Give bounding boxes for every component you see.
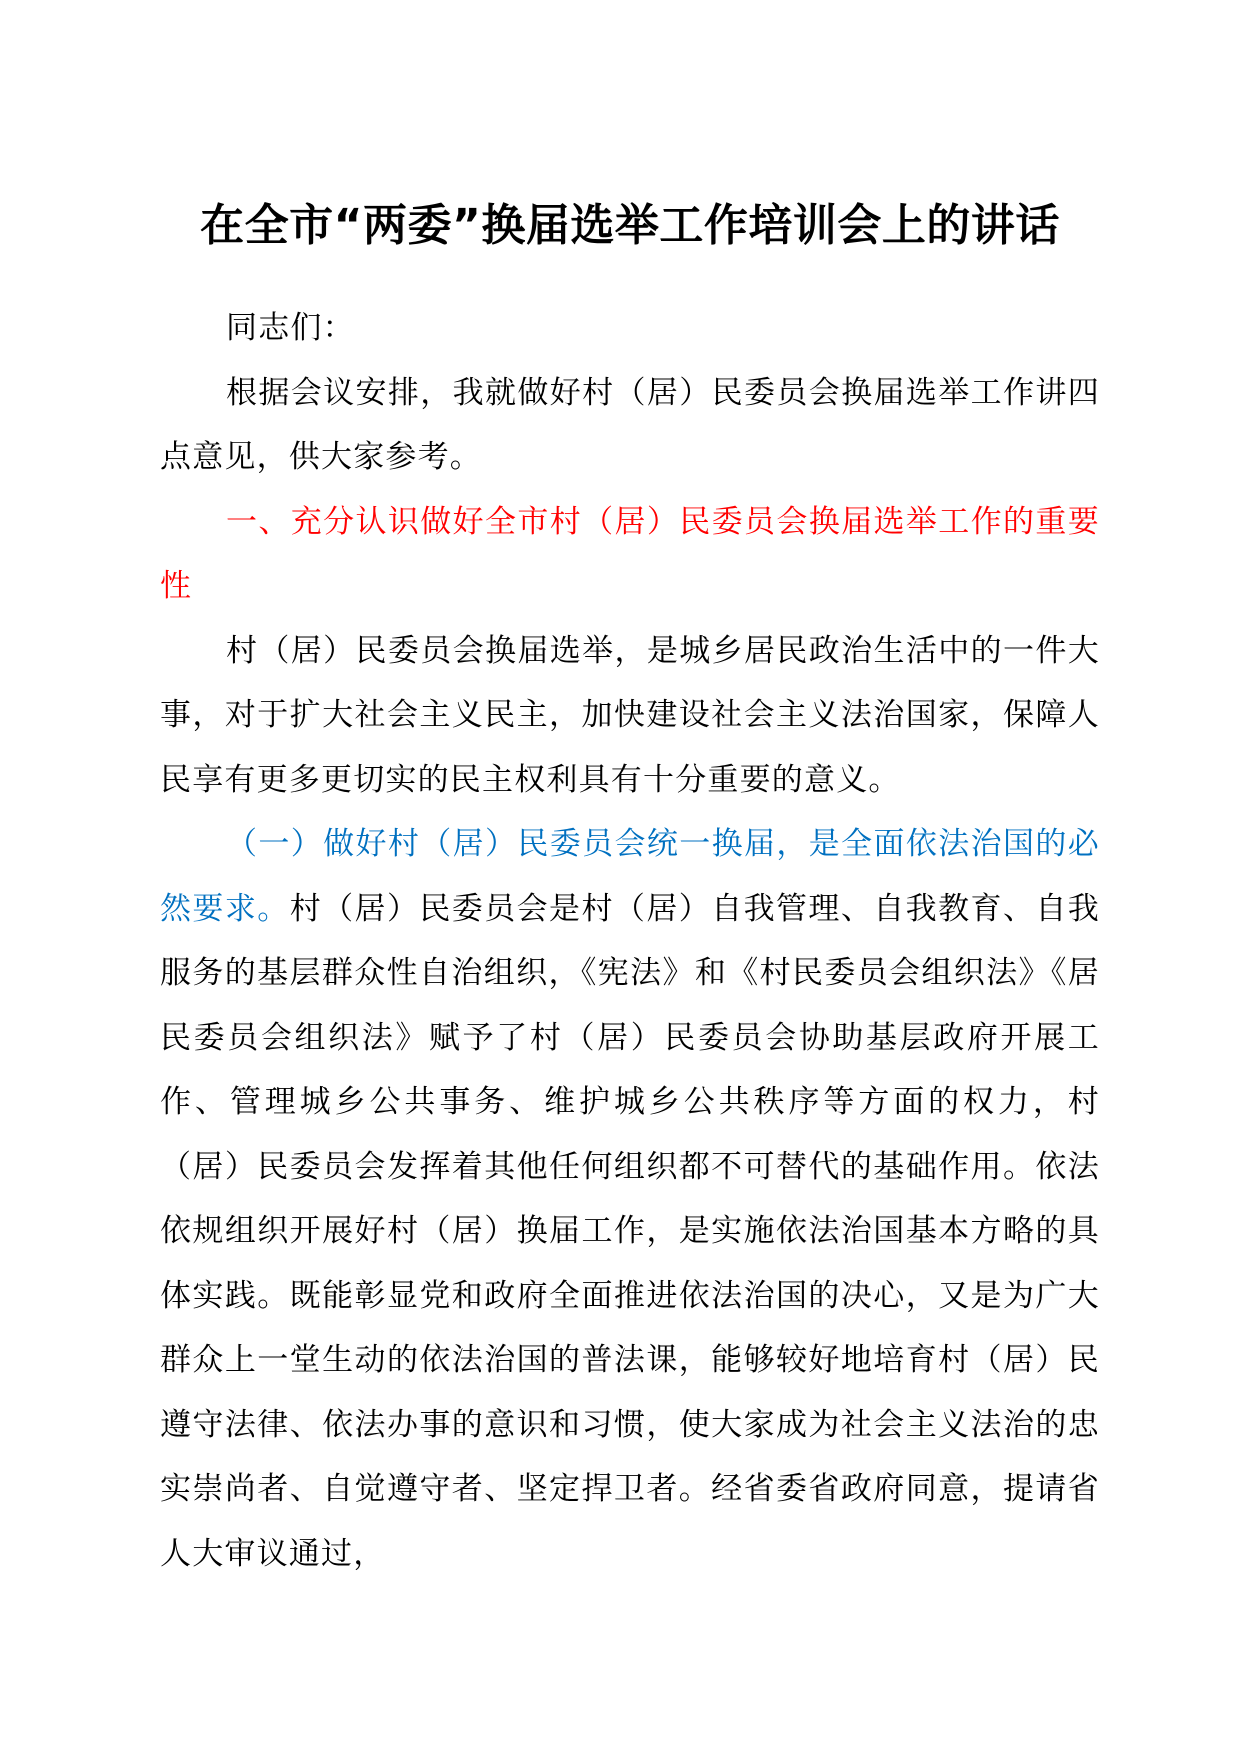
subsection-1-paragraph — [160, 812, 1100, 1586]
document-title: 在全市“两委”换届选举工作培训会上的讲话 — [200, 200, 1060, 251]
intro-paragraph: 根据会议安排，我就做好村（居）民委员会换届选举工作讲四点意见，供大家参考。 — [160, 374, 1100, 475]
document-body — [160, 296, 1100, 1586]
subsection-1-body: 村（居）民委员会是村（居）自我管理、自我教育、自我服务的基层群众性自治组织，《宪法》和《村民委员会组织法》《居民委员会组织法》赋予了村（居）民委员会协助基层政府开展工作、管理城乡公共事务、维护城乡公共秩序等方面的权力，村（居）民委员会发挥着其他任何组织都不可替代的基础作用。依法依规组织开展好村（居）换届工作，是实施依法治国基本方略的具体实践。既能彰显党和政府全面推进依法治国的决心，又是为广大群众上一堂生动的依法治国的普法课，能够较好地培育村（居）民遵守法律、依法办事的意识和习惯，使大家成为社会主义法治的忠实崇尚者、自觉遵守者、坚定捍卫者。经省委省政府同意，提请省人大审议通过， — [160, 890, 1100, 1572]
greeting-paragraph: 同志们： — [226, 310, 355, 346]
subsection-heading-1: （一）做好村（居）民委员会统一换届，是全面依法治国的必然要求。 — [160, 826, 1100, 927]
section-heading-1: 一、充分认识做好全市村（居）民委员会换届选举工作的重要性 — [160, 503, 1100, 604]
document-page — [160, 0, 1100, 1754]
section-1-paragraph: 村（居）民委员会换届选举，是城乡居民政治生活中的一件大事，对于扩大社会主义民主，加快建设社会主义法治国家，保障人民享有更多更切实的民主权利具有十分重要的意义。 — [160, 632, 1100, 798]
